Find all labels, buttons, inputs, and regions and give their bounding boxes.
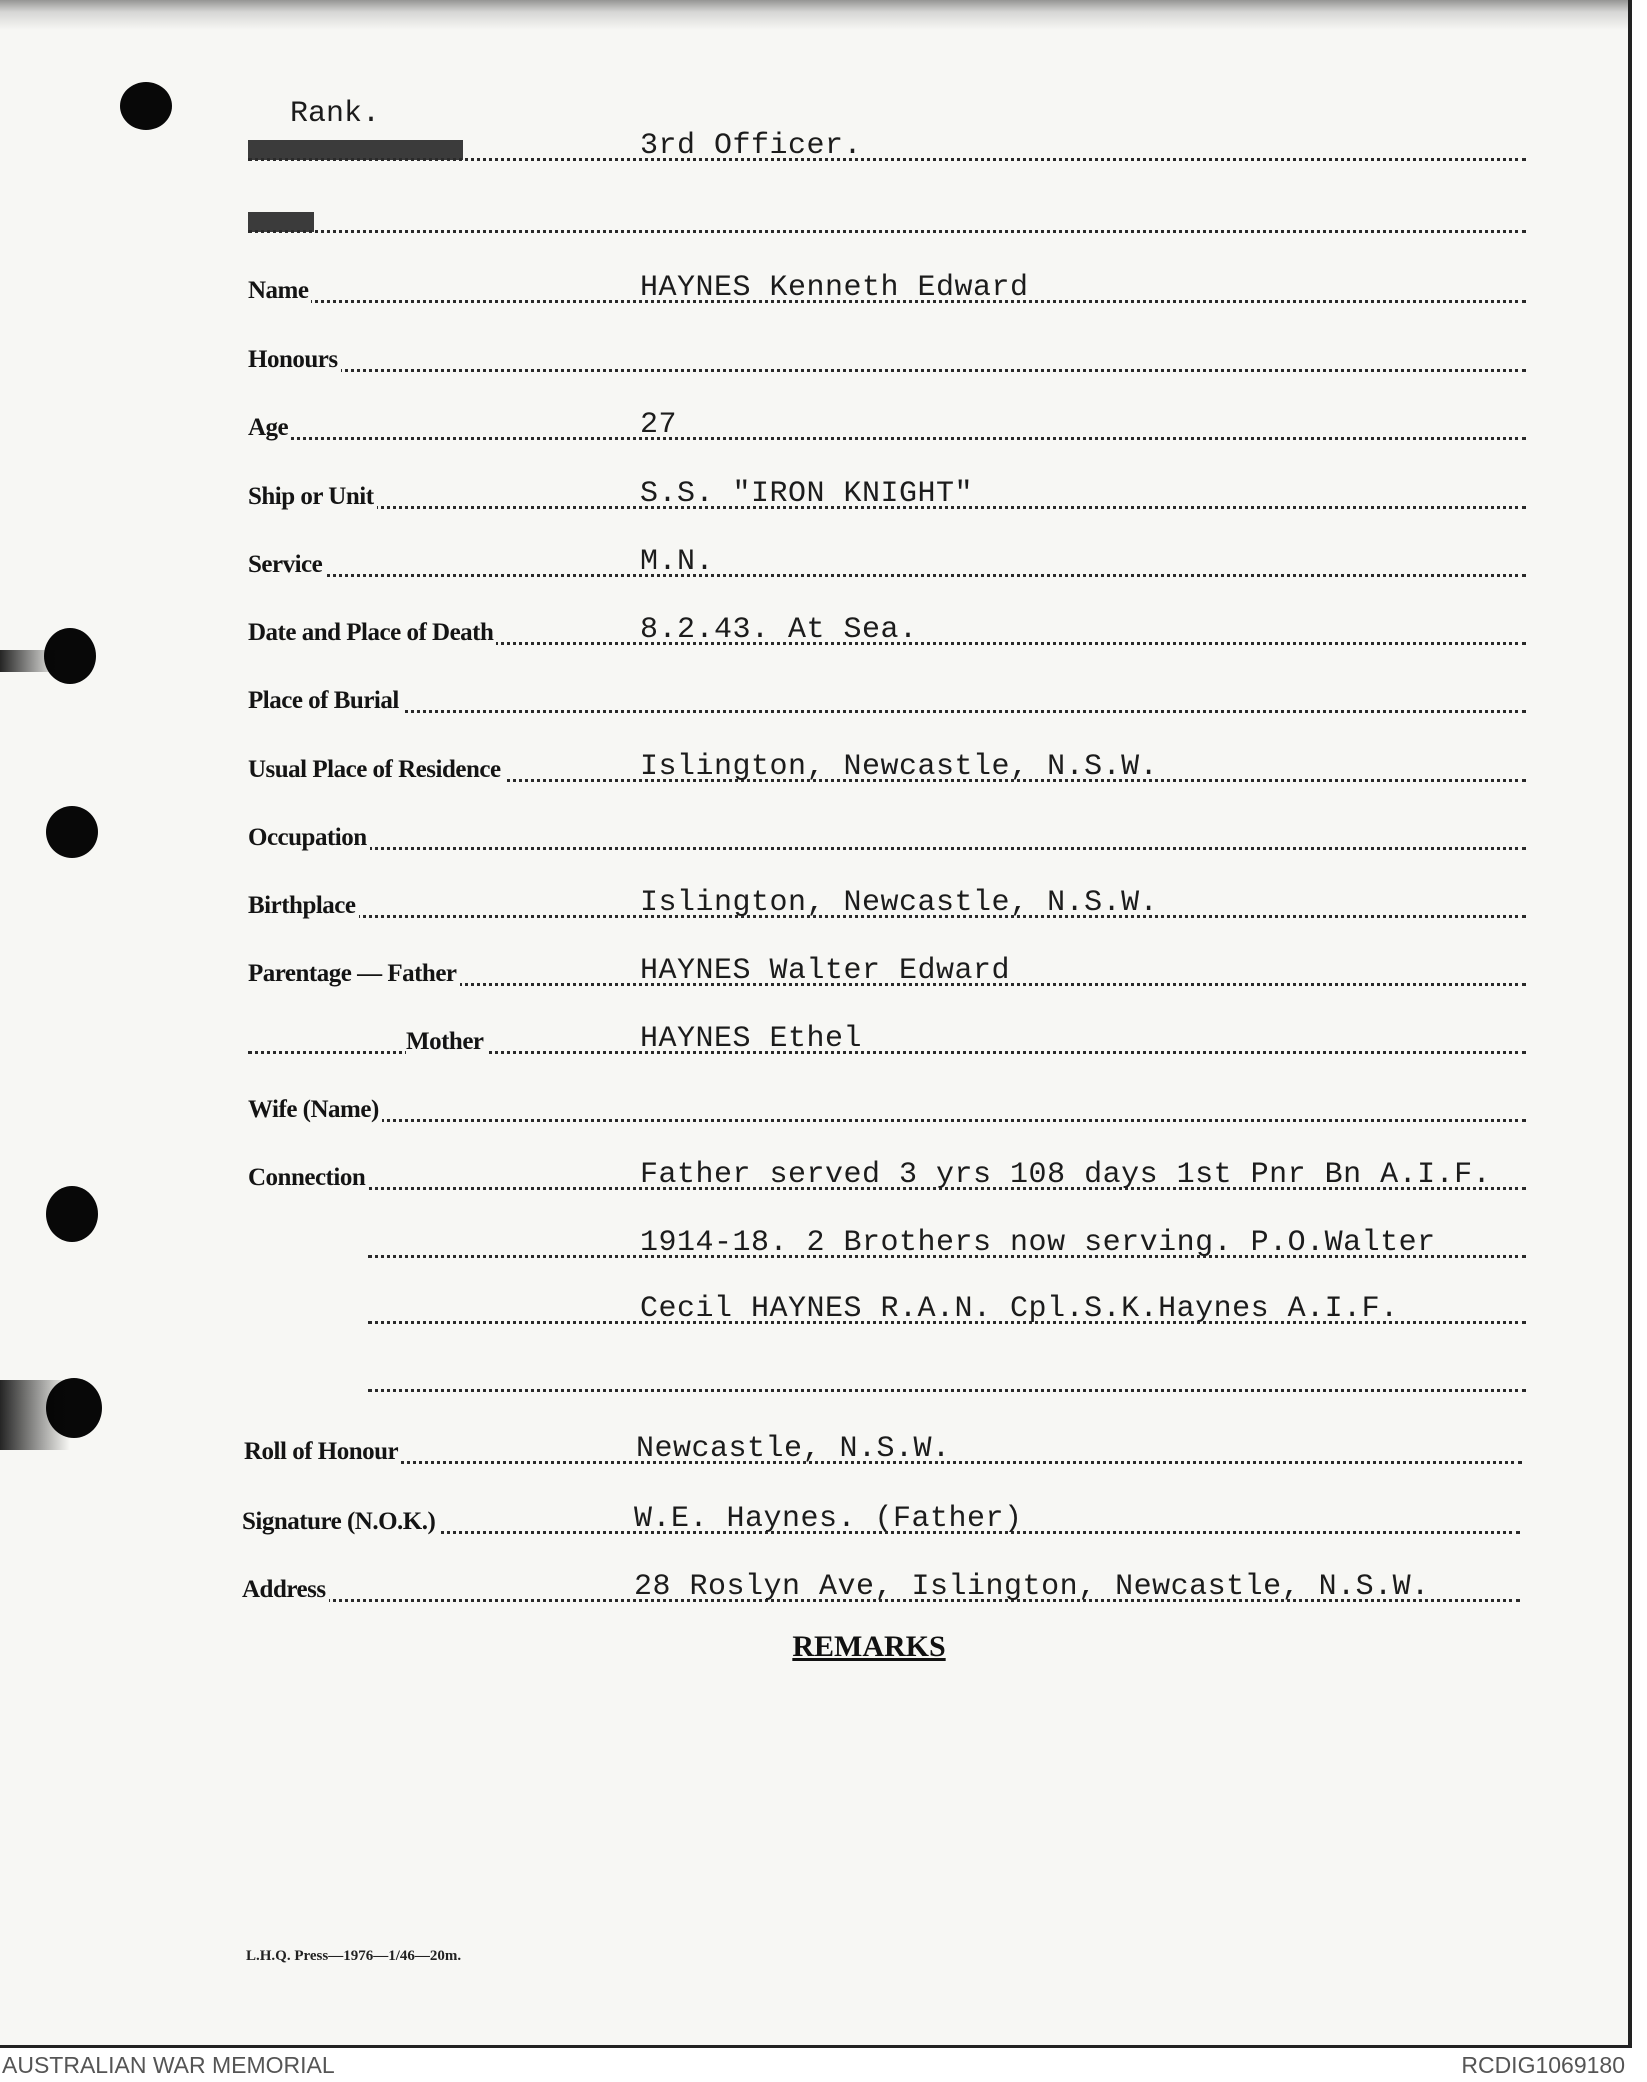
field-row-service (248, 543, 1526, 583)
field-row-mother (248, 1020, 1526, 1060)
field-value: HAYNES Ethel (640, 1022, 863, 1056)
field-row-signature (242, 1500, 1520, 1540)
punch-hole (120, 82, 172, 130)
field-row-place-of-burial (248, 679, 1526, 719)
field-row-birthplace (248, 884, 1526, 924)
field-label: Occupation (248, 824, 370, 852)
field-row-wife (248, 1088, 1526, 1128)
field-row-usual-residence (248, 748, 1526, 788)
field-label: Place of Burial (248, 687, 402, 715)
printer-imprint: L.H.Q. Press—1976—1/46—20m. (246, 1948, 462, 1964)
field-label: Birthplace (248, 892, 359, 920)
field-label: Age (248, 414, 291, 442)
field-label: Ship or Unit (248, 483, 377, 511)
field-label: Roll of Honour (244, 1438, 401, 1466)
remarks-heading: REMARKS (792, 1630, 946, 1663)
field-row-date-place-of-death (248, 611, 1526, 651)
field-row-roll-of-honour (244, 1430, 1522, 1470)
field-value: HAYNES Walter Edward (640, 954, 1011, 988)
field-row-name (248, 269, 1526, 309)
field-row-ship-or-unit (248, 475, 1526, 515)
institution-caption: AUSTRALIAN WAR MEMORIAL (2, 2052, 335, 2078)
field-row-occupation (248, 816, 1526, 856)
punch-hole (46, 1186, 98, 1242)
field-row-rank-struck (248, 199, 1526, 239)
remarks-section (0, 1630, 1628, 1664)
field-label: Mother (406, 1028, 487, 1056)
field-row-address (242, 1568, 1520, 1608)
dotted-leader (248, 230, 1526, 233)
field-value: Newcastle, N.S.W. (636, 1432, 951, 1466)
dotted-leader (248, 847, 1526, 850)
field-label: Parentage — Father (248, 960, 460, 988)
field-value: HAYNES Kenneth Edward (640, 271, 1029, 305)
scan-top-shadow (0, 0, 1632, 30)
field-label: Signature (N.O.K.) (242, 1508, 438, 1536)
field-row-rank (248, 127, 1526, 167)
field-value: W.E. Haynes. (Father) (634, 1502, 1023, 1536)
field-value: Cecil HAYNES R.A.N. Cpl.S.K.Haynes A.I.F. (640, 1292, 1399, 1326)
field-label: Usual Place of Residence (248, 756, 504, 784)
scan-smear (0, 650, 60, 672)
field-row-connection-cont-1 (368, 1224, 1526, 1264)
field-value: Islington, Newcastle, N.S.W. (640, 750, 1159, 784)
field-value: M.N. (640, 545, 715, 579)
field-value: 27 (640, 408, 678, 442)
dotted-leader (248, 437, 1526, 440)
dotted-leader (368, 1389, 1526, 1392)
field-row-connection (248, 1156, 1526, 1196)
scan-smear (0, 1380, 70, 1450)
field-value: Islington, Newcastle, N.S.W. (640, 886, 1159, 920)
field-label: Address (242, 1576, 329, 1604)
field-row-connection-cont-3 (368, 1358, 1526, 1398)
field-row-honours (248, 338, 1526, 378)
field-label: Name (248, 277, 311, 305)
field-label: Date and Place of Death (248, 619, 496, 647)
field-label: Connection (248, 1164, 368, 1192)
dotted-leader (248, 1119, 1526, 1122)
dotted-leader (248, 710, 1526, 713)
dotted-leader (248, 574, 1526, 577)
dotted-leader (248, 158, 1526, 161)
field-value: 28 Roslyn Ave, Islington, Newcastle, N.S.W. (634, 1570, 1430, 1604)
field-row-connection-cont-2 (368, 1290, 1526, 1330)
field-value: Father served 3 yrs 108 days 1st Pnr Bn A.I.F. (640, 1158, 1492, 1192)
punch-hole (46, 806, 98, 858)
field-value: 1914-18. 2 Brothers now serving. P.O.Walter (640, 1226, 1436, 1260)
field-label: Service (248, 551, 325, 579)
dotted-leader (248, 369, 1526, 372)
handwritten-rank-label: Rank. (290, 97, 381, 131)
field-row-father (248, 952, 1526, 992)
field-value: S.S. "IRON KNIGHT" (640, 477, 974, 511)
field-label: Honours (248, 346, 341, 374)
field-value: 8.2.43. At Sea. (640, 613, 918, 647)
field-value: 3rd Officer. (640, 129, 863, 163)
reference-number: RCDIG1069180 (1461, 2052, 1625, 2078)
field-row-age (248, 406, 1526, 446)
field-label: Wife (Name) (248, 1096, 382, 1124)
